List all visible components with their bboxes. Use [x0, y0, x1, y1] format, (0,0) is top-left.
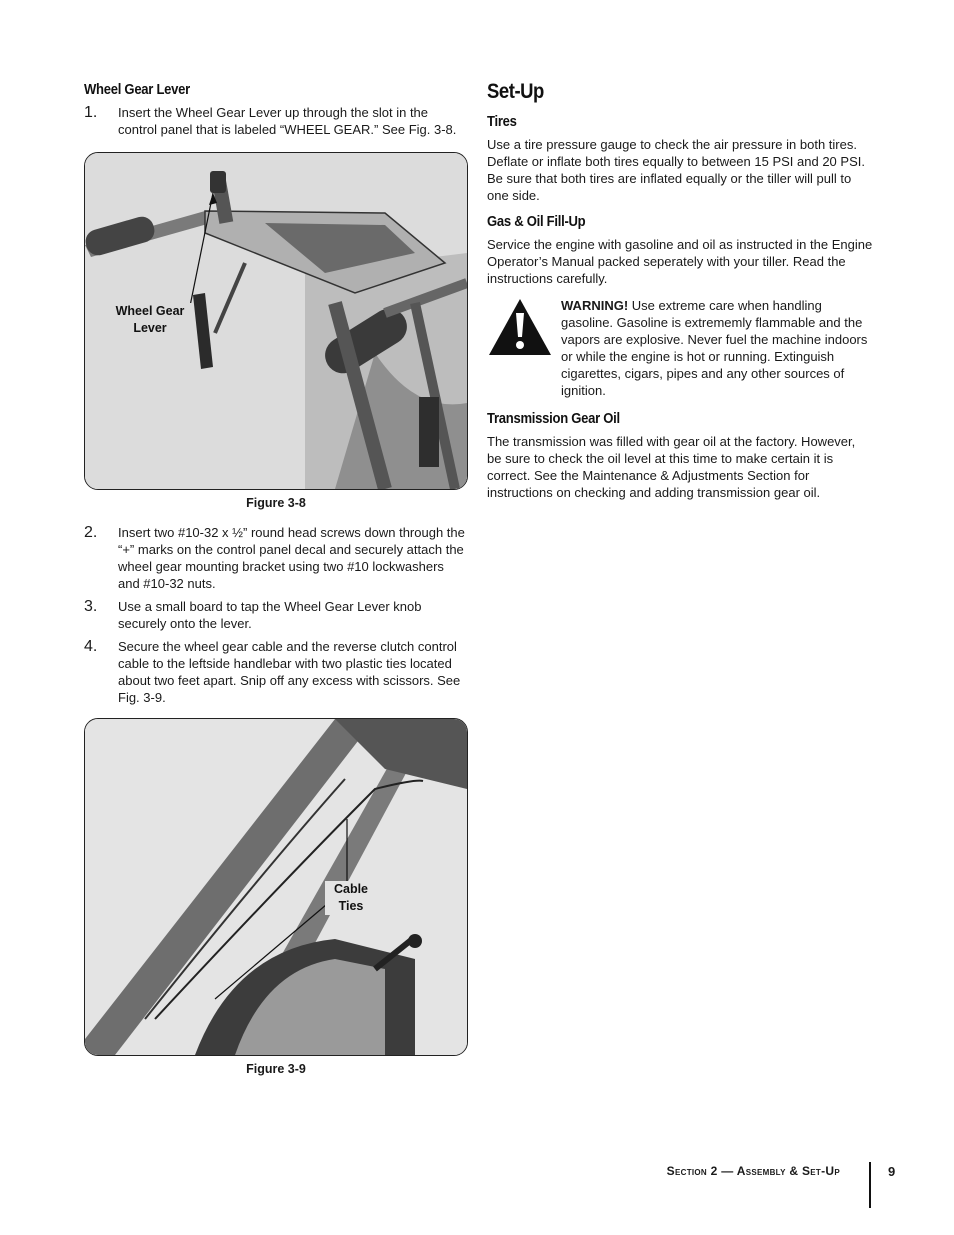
wheel-gear-lever-callout: Wheel Gear Lever [107, 303, 193, 337]
figure-3-8-image [84, 152, 468, 490]
tiller-handlebar-illustration [85, 719, 467, 1055]
step-text: Secure the wheel gear cable and the reverse clutch control cable to the leftside handlebar with two plastic ties located about two feet apart. Snip off any excess with scissors. See Fig. 3-9. [118, 639, 461, 705]
step-number: 4. [84, 638, 98, 655]
figure-3-8-caption: Figure 3-8 [246, 496, 306, 510]
warning-triangle-icon [487, 297, 553, 357]
warning-block [487, 297, 873, 399]
set-up-heading: Set-Up [487, 80, 544, 103]
left-column [84, 82, 468, 1076]
wheel-gear-lever-heading: Wheel Gear Lever [84, 82, 190, 98]
page-number: 9 [888, 1164, 896, 1179]
step-4 [84, 638, 468, 706]
warning-text [561, 297, 873, 399]
footer-section-title: Section 2 — Assembly & Set-Up [666, 1164, 840, 1178]
footer-divider [869, 1162, 871, 1208]
step-text: Insert two #10-32 x ½” round head screws down through the “+” marks on the control panel decal and securely attach the wheel gear mounting bracket using two #10 lockwashers and #10-32 nuts. [118, 525, 465, 591]
transmission-heading: Transmission Gear Oil [487, 411, 620, 427]
step-text: Insert the Wheel Gear Lever up through the slot in the control panel that is labeled “WHEEL GEAR.” See Fig. 3-8. [118, 105, 457, 137]
right-column [487, 80, 873, 511]
step-3 [84, 598, 468, 632]
warning-body: Use extreme care when handling gasoline. Gasoline is extrememly flammable and the vapors are explosive. Never fuel the machine indoors or while the engine is hot or running. Extinguish cigarettes, cigars, pipes and any other sources of ignition. [561, 298, 868, 398]
step-text: Use a small board to tap the Wheel Gear Lever knob securely onto the lever. [118, 599, 422, 631]
figure-3-9-image [84, 718, 468, 1056]
step-2 [84, 524, 468, 592]
gas-oil-heading: Gas & Oil Fill-Up [487, 214, 586, 230]
step-number: 1. [84, 104, 98, 121]
tires-text: Use a tire pressure gauge to check the air pressure in both tires. Deflate or inflate both tires equally to between 15 PSI and 20 PSI. Be sure that both tires are inflated equally or the tiller will pull to one side. [487, 137, 865, 203]
transmission-text: The transmission was filled with gear oil at the factory. However, be sure to check the oil level at this time to make certain it is correct. See the Maintenance & Adjustments Section for instructions on checking and adding transmission gear oil. [487, 434, 856, 500]
cable-ties-callout: Cable Ties [325, 881, 377, 915]
step-number: 3. [84, 598, 98, 615]
warning-label: WARNING! [561, 298, 629, 313]
figure-3-9-caption: Figure 3-9 [246, 1062, 306, 1076]
tires-heading: Tires [487, 114, 517, 130]
step-number: 2. [84, 524, 98, 541]
step-1 [84, 104, 468, 138]
gas-oil-text: Service the engine with gasoline and oil as instructed in the Engine Operator’s Manual packed seperately with your tiller. Read the instructions carefully. [487, 237, 873, 286]
